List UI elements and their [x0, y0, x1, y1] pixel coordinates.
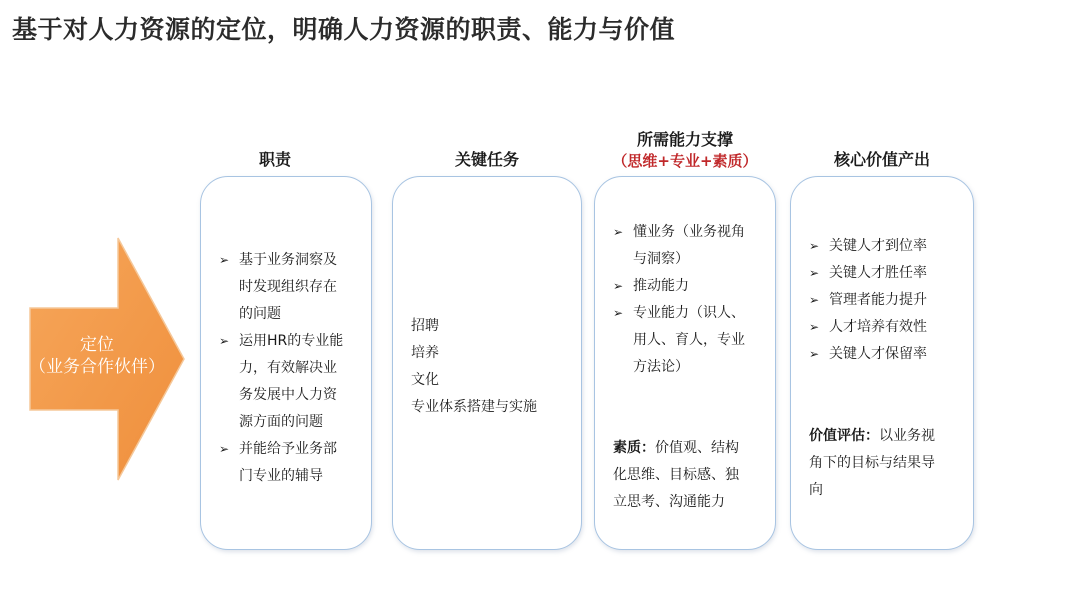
item-text: 时发现组织存在 — [239, 279, 337, 295]
quality-text: 立思考、沟通能力 — [613, 494, 725, 510]
card-responsibility — [200, 176, 372, 550]
core-value-list — [809, 233, 969, 368]
quality-label: 素质： — [613, 440, 655, 456]
list-item — [219, 247, 367, 328]
eval-text: 以业务视 — [879, 428, 935, 444]
positioning-label-line2: （业务合作伙伴） — [29, 357, 165, 377]
eval-text: 向 — [809, 482, 823, 498]
bullet-icon: ➢ — [613, 306, 624, 320]
item-text: 关键人才保留率 — [829, 346, 927, 362]
item-text: 门专业的辅导 — [239, 468, 323, 484]
list-item — [809, 260, 969, 287]
header-key-tasks: 关键任务 — [454, 150, 519, 169]
item-text: 关键人才到位率 — [829, 238, 927, 254]
list-item: 专业体系搭建与实施 — [411, 399, 537, 415]
bullet-icon: ➢ — [809, 239, 820, 253]
list-item — [809, 287, 969, 314]
item-text: 基于业务洞察及 — [239, 252, 337, 268]
list-item — [219, 328, 367, 436]
eval-text: 角下的目标与结果导 — [809, 455, 935, 471]
positioning-label — [28, 334, 166, 378]
bullet-icon: ➢ — [219, 334, 230, 348]
eval-label: 价值评估： — [809, 428, 879, 444]
quality-text: 价值观、结构 — [655, 440, 739, 456]
item-text: 管理者能力提升 — [829, 292, 927, 308]
item-text: 力，有效解决业 — [239, 360, 337, 376]
bullet-icon: ➢ — [809, 266, 820, 280]
bullet-icon: ➢ — [809, 320, 820, 334]
item-text: 并能给予业务部 — [239, 441, 337, 457]
header-capability-subtitle: （思维+专业+素质） — [612, 152, 758, 170]
header-responsibility: 职责 — [258, 150, 291, 169]
card-key-tasks — [392, 176, 582, 550]
item-text: 懂业务（业务视角 — [633, 224, 745, 240]
bullet-icon: ➢ — [219, 442, 230, 456]
item-text: 务发展中人力资 — [239, 387, 337, 403]
item-text: 运用HR的专业能 — [239, 333, 344, 349]
header-core-value: 核心价值产出 — [833, 150, 930, 169]
list-item — [809, 233, 969, 260]
list-item — [613, 273, 773, 300]
item-text: 人才培养有效性 — [829, 319, 927, 335]
quality-paragraph — [613, 435, 773, 516]
list-item: 招聘 — [411, 318, 439, 334]
value-evaluation-paragraph — [809, 423, 969, 504]
list-item — [613, 300, 773, 381]
item-text: 与洞察） — [633, 251, 689, 267]
bullet-icon: ➢ — [219, 253, 230, 267]
quality-text: 化思维、目标感、独 — [613, 467, 739, 483]
item-text: 推动能力 — [633, 278, 689, 294]
item-text: 专业能力（识人、 — [633, 305, 745, 321]
list-item — [613, 219, 773, 273]
bullet-icon: ➢ — [809, 347, 820, 361]
header-capability-title: 所需能力支撑 — [636, 130, 733, 149]
list-item — [809, 341, 969, 368]
item-text: 用人、育人，专业 — [633, 332, 745, 348]
capability-list — [613, 219, 773, 381]
key-task-list — [411, 313, 537, 421]
bullet-icon: ➢ — [809, 293, 820, 307]
item-text: 源方面的问题 — [239, 414, 323, 430]
card-capability — [594, 176, 776, 550]
page-title: 基于对人力资源的定位，明确人力资源的职责、能力与价值 — [12, 15, 676, 44]
bullet-icon: ➢ — [613, 225, 624, 239]
header-capability — [594, 127, 776, 171]
card-core-value — [790, 176, 974, 550]
positioning-label-line1: 定位 — [80, 335, 114, 355]
item-text: 方法论） — [633, 359, 689, 375]
responsibility-list — [219, 247, 367, 490]
list-item — [809, 314, 969, 341]
item-text: 关键人才胜任率 — [829, 265, 927, 281]
list-item — [219, 436, 367, 490]
bullet-icon: ➢ — [613, 279, 624, 293]
item-text: 的问题 — [239, 306, 281, 322]
list-item: 文化 — [411, 372, 439, 388]
list-item: 培养 — [411, 345, 439, 361]
